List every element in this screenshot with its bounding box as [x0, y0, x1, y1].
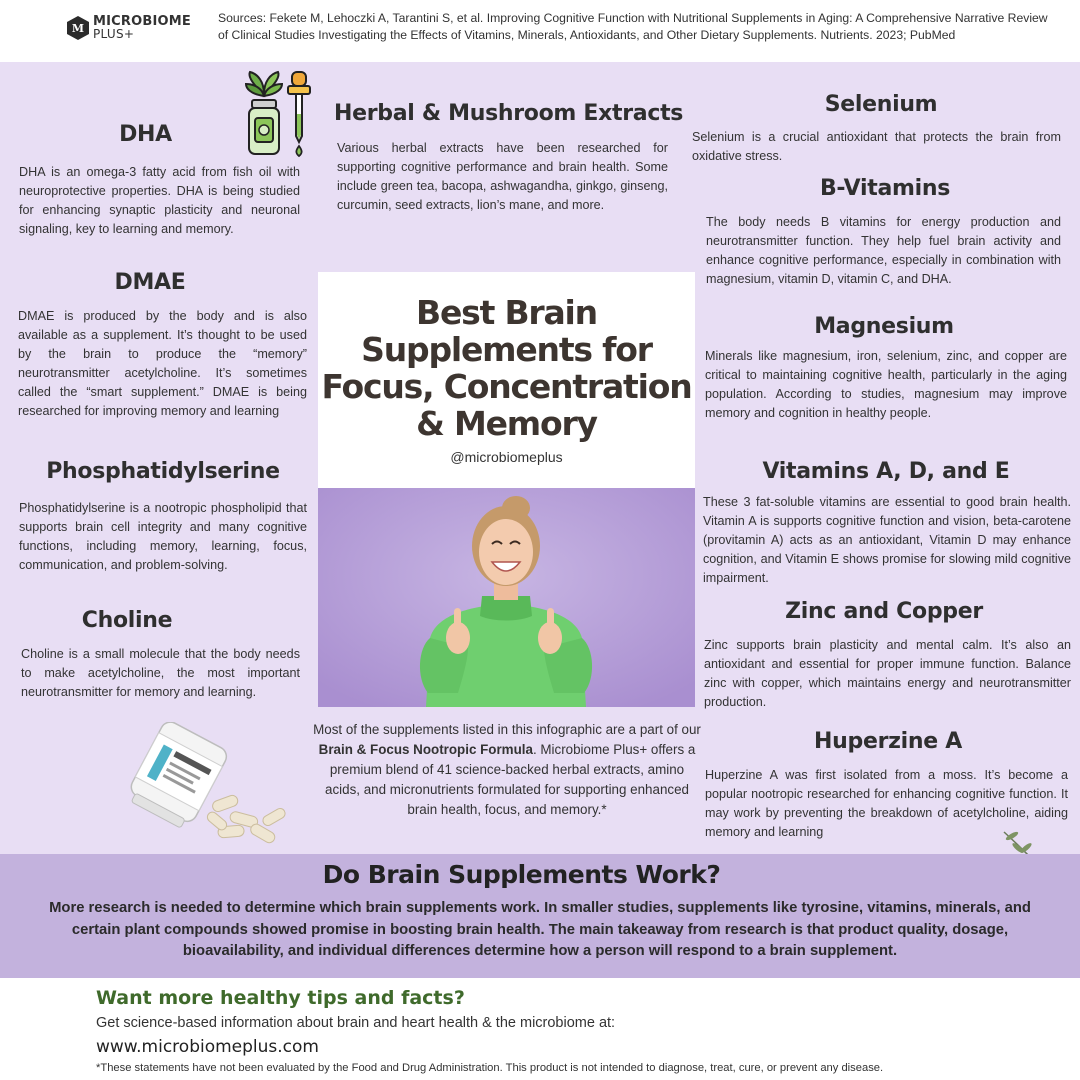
- smiling-woman-photo: [318, 488, 695, 707]
- main-title: [318, 294, 695, 442]
- selenium-body: Selenium is a crucial antioxidant that protects the brain from oxidative stress.: [692, 130, 1061, 163]
- main-title-line-4: & Memory: [416, 404, 597, 443]
- zinc-copper-title: Zinc and Copper: [785, 599, 983, 624]
- main-title-line-1: Best Brain: [416, 293, 597, 332]
- magnesium-title: Magnesium: [814, 314, 954, 339]
- magnesium-body: Minerals like magnesium, iron, selenium, zinc, and copper are critical to maintaining cognitive health, particularly in the aging population. According to studies, magnesium may improve memory and cognition in healthy people.: [705, 349, 1067, 420]
- vitamins-ade-body: These 3 fat-soluble vitamins are essential to good brain health. Vitamin A is supports cognitive function and vision, beta-carotene (provitamin A) acts as an antioxidant, Vitamin D may enhance cognition, and Vitamin E shows promise for slowing mild cognitive impairment.: [703, 495, 1071, 585]
- title-card: [318, 272, 695, 488]
- herbal-body: Various herbal extracts have been researched for supporting cognitive performance and brain health. Some include green tea, bacopa, ashwagandha, ginkgo, ginseng, curcumin, seed extracts, lion’s mane, and more.: [337, 141, 668, 212]
- footer-subtitle: Get science-based information about brain and heart health & the microbiome at:: [96, 1015, 616, 1031]
- vitamins-ade-title: Vitamins A, D, and E: [762, 459, 1010, 484]
- huperzine-title: Huperzine A: [814, 729, 962, 754]
- sources-citation: Sources: Fekete M, Lehoczki A, Tarantini S, et al. Improving Cognitive Function with Nutritional Supplements in Aging: A Comprehensive Narrative Review of Clinical Studies Investigating the Effects of Vitamins, Minerals, Antioxidants, and Other Dietary Supplements. Nutrients. 2023; PubMed: [218, 11, 1048, 42]
- svg-text:M: M: [71, 22, 85, 35]
- choline-body: Choline is a small molecule that the body needs to make acetylcholine, the most important neurotransmitter for memory and learning.: [21, 647, 300, 699]
- product-link[interactable]: Brain & Focus Nootropic Formula: [318, 742, 533, 757]
- dha-title: DHA: [119, 122, 172, 147]
- conclusion-band: [0, 854, 1080, 978]
- bvitamins-title: B-Vitamins: [819, 176, 951, 201]
- main-title-line-2: Supplements for: [361, 330, 652, 369]
- bvitamins-body: The body needs B vitamins for energy production and neurotransmitter function. They help fuel brain activity and enhance cognitive performance, especially in combination with magnesium, vitamin D, vitamin C, and DHA.: [706, 215, 1061, 286]
- huperzine-body: Huperzine A was first isolated from a moss. It’s become a popular nootropic researched for enhancing cognitive function. It may work by preventing the breakdown of acetylcholine, aiding memory and learning: [705, 768, 1068, 839]
- dmae-title: DMAE: [114, 270, 186, 295]
- phosphatidylserine-title: Phosphatidylserine: [46, 459, 280, 484]
- selenium-title: Selenium: [824, 92, 938, 117]
- main-title-line-3: Focus, Concentration: [321, 367, 692, 406]
- promo-part-2: . Microbiome Plus+ offers a premium blend of 41 science-backed herbal extracts, amino acids, and micronutrients formulated for supporting enhanced brain health, focus, and memory.*: [325, 742, 696, 817]
- conclusion-title: Do Brain Supplements Work?: [322, 860, 721, 889]
- dmae-body: DMAE is produced by the body and is also available as a supplement. It’s thought to be used by the brain to produce the “memory” neurotransmitter acetylcholine. It’s sometimes called the “smart supplement.” DMAE is being researched for improving memory and learning: [18, 309, 307, 418]
- social-handle[interactable]: @microbiomeplus: [450, 449, 563, 465]
- logo-line-2: PLUS+: [93, 27, 135, 41]
- supplement-bottle-icon: [122, 722, 292, 848]
- fda-disclaimer: *These statements have not been evaluated by the Food and Drug Administration. This product is not intended to diagnose, treat, cure, or prevent any disease.: [96, 1062, 884, 1074]
- conclusion-text: More research is needed to determine which brain supplements work. In smaller studies, supplements like tyrosine, vitamins, minerals, and certain plant compounds showed promise in boosting brain health. The main takeaway from research is that product quality, dosage, bioavailability, and individual differences determine how a person will respond to a brain supplement.: [49, 900, 1031, 959]
- dha-body: DHA is an omega-3 fatty acid from fish oil with neuroprotective properties. DHA is being studied for enhancing synaptic plasticity and neuronal signaling, key to learning and memory.: [19, 165, 300, 236]
- logo-icon: [66, 15, 90, 41]
- footer-title: Want more healthy tips and facts?: [96, 987, 465, 1009]
- website-link[interactable]: www.microbiomeplus.com: [96, 1037, 319, 1057]
- promo-text: [312, 720, 702, 820]
- logo-line-1: MICROBIOME: [93, 14, 191, 29]
- promo-part-1: Most of the supplements listed in this infographic are a part of our: [313, 722, 701, 737]
- brand-logo[interactable]: [66, 15, 191, 41]
- choline-title: Choline: [81, 608, 173, 633]
- herbal-title: Herbal & Mushroom Extracts: [334, 101, 684, 126]
- zinc-copper-body: Zinc supports brain plasticity and mental calm. It’s also an antioxidant and essential for proper immune function. Balance zinc with copper, which maintains energy and neurotransmitter production.: [704, 638, 1071, 709]
- phosphatidylserine-body: Phosphatidylserine is a nootropic phospholipid that supports brain cell integrity and many cognitive functions, including memory, learning, focus, communication, and problem-solving.: [19, 501, 307, 572]
- header: [0, 0, 1080, 62]
